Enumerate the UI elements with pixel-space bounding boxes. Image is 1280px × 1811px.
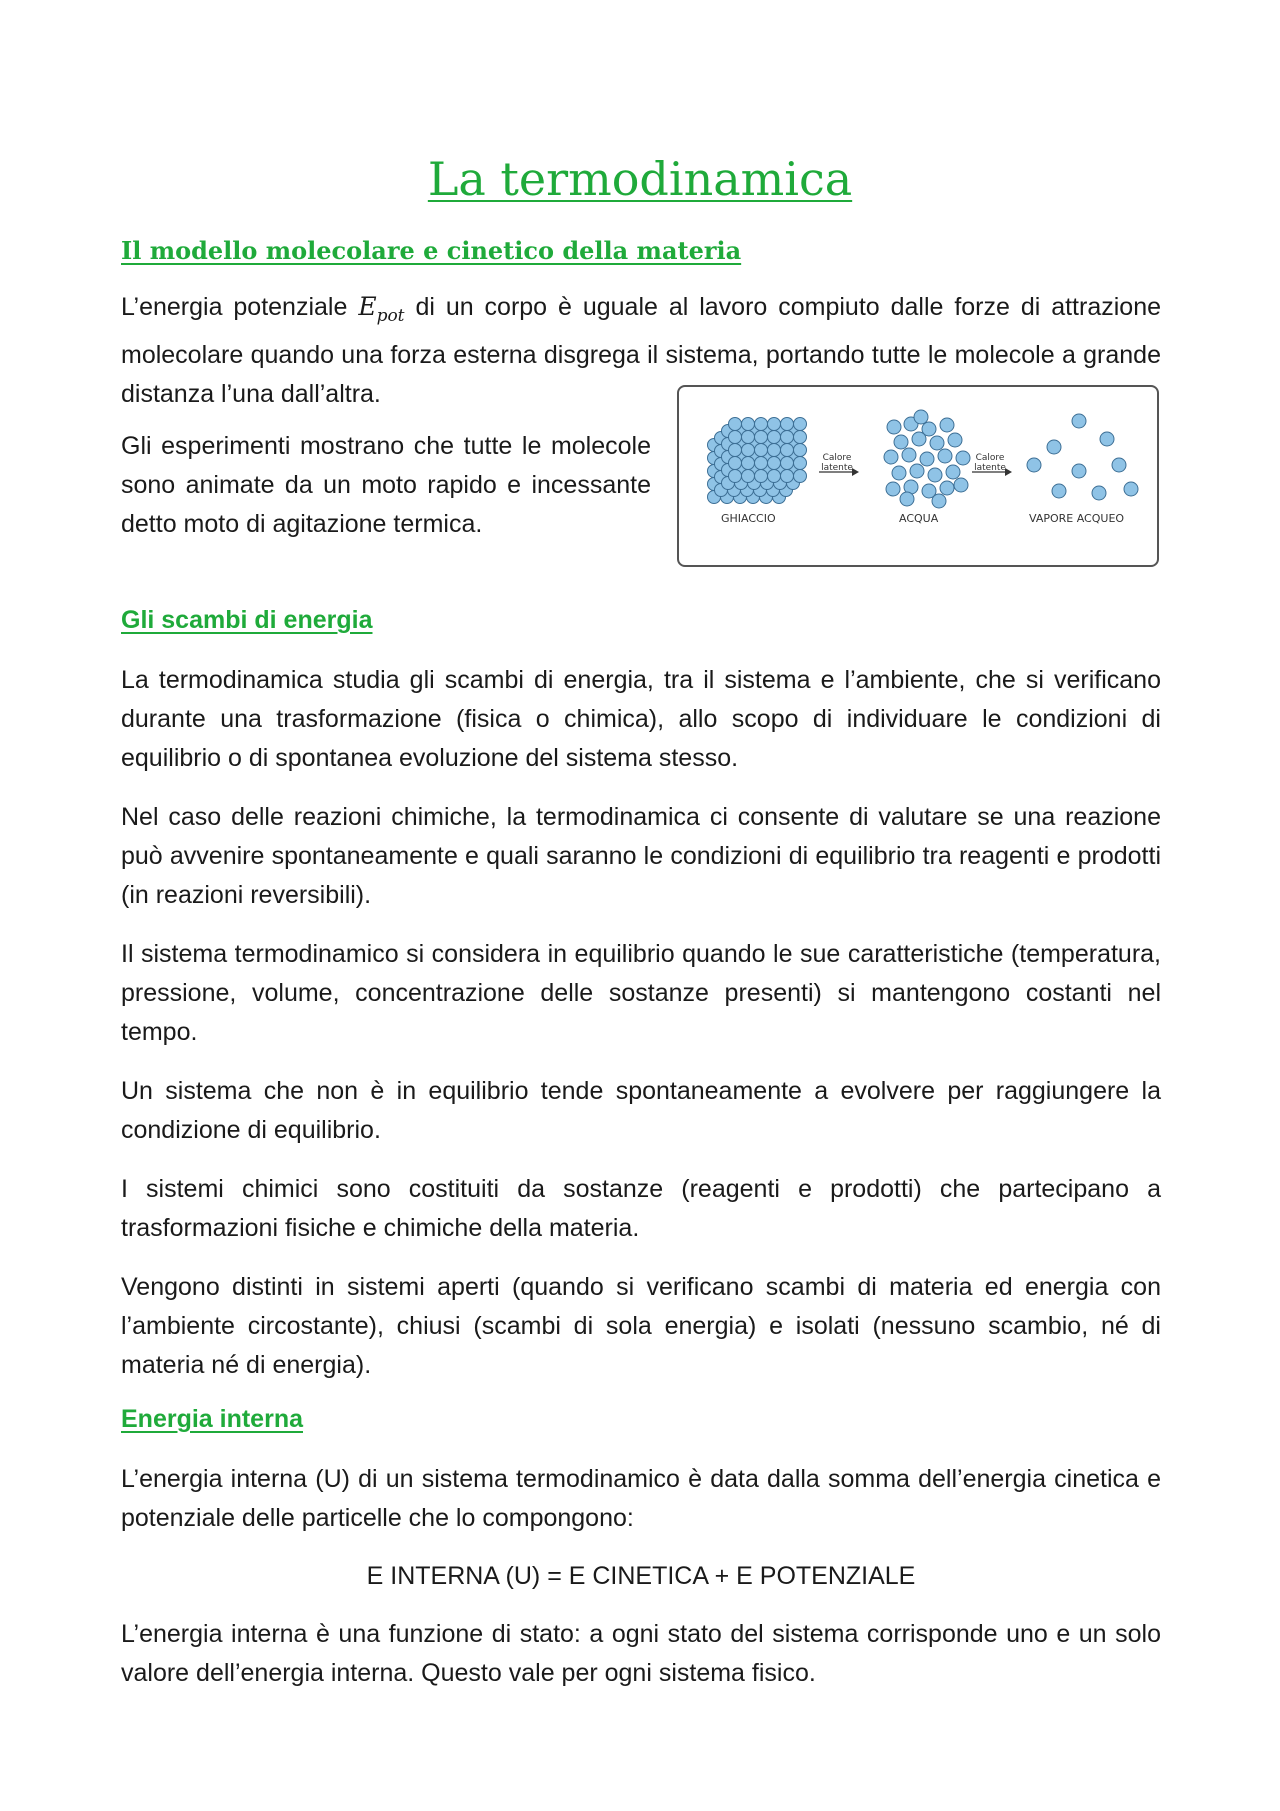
paragraph-equilibrium: Il sistema termodinamico si considera in equilibrio quando le sue caratteristiche (temperatura, pressione, volume, concentrazione delle sostanze presenti) si mantengono costanti nel tempo. (121, 940, 1161, 1046)
water-molecule (920, 452, 934, 466)
ice-molecule (729, 444, 742, 457)
ice-molecule (755, 470, 768, 483)
vapor-molecule (1072, 414, 1086, 428)
water-molecule (930, 436, 944, 450)
label-water: ACQUA (899, 512, 939, 525)
ice-molecule (742, 431, 755, 444)
ice-molecule (729, 431, 742, 444)
vapor-molecule (1092, 486, 1106, 500)
section-heading-energy-exchange: Gli scambi di energia (121, 606, 373, 634)
label-vapor: VAPORE ACQUEO (1029, 512, 1125, 525)
states-of-matter-figure (677, 385, 1159, 567)
arrow-label-2: Calore latente (974, 453, 1006, 473)
ice-molecule (781, 418, 794, 431)
ice-molecule (794, 457, 807, 470)
ice-molecule (755, 444, 768, 457)
water-molecule (892, 466, 906, 480)
paragraph-chemical-systems: I sistemi chimici sono costituiti da sostanze (reagenti e prodotti) che partecipano a trasformazioni fisiche e chimiche della materia. (121, 1175, 1161, 1242)
ice-molecule (755, 457, 768, 470)
ice-molecule (794, 418, 807, 431)
vapor-molecule (1052, 484, 1066, 498)
ice-molecule (768, 470, 781, 483)
ice-molecule (768, 418, 781, 431)
ice-molecule (794, 444, 807, 457)
water-molecule (928, 468, 942, 482)
water-molecule (912, 432, 926, 446)
water-molecule (940, 481, 954, 495)
paragraph-experiments: Gli esperimenti mostrano che tutte le molecole sono animate da un moto rapido e incessante detto moto di agitazione termica. (121, 432, 651, 538)
vapor-molecule (1072, 464, 1086, 478)
ice-molecule (768, 431, 781, 444)
ice-molecule (781, 470, 794, 483)
ice-molecule (755, 431, 768, 444)
water-molecule (900, 492, 914, 506)
water-molecule (932, 494, 946, 508)
ice-molecule (729, 418, 742, 431)
ice-molecule (729, 470, 742, 483)
water-molecule (887, 420, 901, 434)
paragraph-thermo-studies: La termodinamica studia gli scambi di energia, tra il sistema e l’ambiente, che si verificano durante una trasformazione (fisica o chimica), allo scopo di individuare le condizioni di equilibrio o di spontanea evoluzione del sistema stesso. (121, 666, 1161, 772)
ice-molecule (781, 457, 794, 470)
ice-molecule (742, 418, 755, 431)
water-molecule (886, 482, 900, 496)
vapor-molecule (1047, 440, 1061, 454)
ice-molecule (729, 457, 742, 470)
ice-molecule (781, 444, 794, 457)
ice-molecule (742, 457, 755, 470)
paragraph-text-start: L’energia potenziale (121, 293, 359, 321)
water-molecule (884, 450, 898, 464)
ice-molecule (781, 431, 794, 444)
water-molecule (902, 448, 916, 462)
vapor-molecule (1100, 432, 1114, 446)
epot-symbol: $E_{pot}$ (358, 292, 405, 326)
vapor-molecule (1027, 458, 1041, 472)
water-molecule (894, 435, 908, 449)
paragraph-system-types: Vengono distinti in sistemi aperti (quando si verificano scambi di materia ed energia con l’ambiente circostante), chiusi (scambi di sola energia) e isolati (nessuno scambio, né di materia né di energia). (121, 1273, 1161, 1379)
arrow-label-1: Calore latente (821, 453, 853, 473)
vapor-molecule (1124, 482, 1138, 496)
section-heading-internal-energy: Energia interna (121, 1405, 303, 1433)
formula-internal-energy: E INTERNA (U) = E CINETICA + E POTENZIALE (366, 1562, 916, 1590)
ice-molecule (794, 431, 807, 444)
ice-molecule (742, 470, 755, 483)
water-molecule (940, 418, 954, 432)
water-molecule (954, 478, 968, 492)
ice-molecule (768, 457, 781, 470)
ice-molecule (794, 470, 807, 483)
paragraph-internal-energy: L’energia interna (U) di un sistema termodinamico è data dalla somma dell’energia cinetica e potenziale delle particelle che lo compongono: (121, 1465, 1161, 1532)
section-heading-molecular-model: Il modello molecolare e cinetico della materia (121, 236, 742, 265)
ice-molecule (742, 444, 755, 457)
paragraph-evolution: Un sistema che non è in equilibrio tende spontaneamente a evolvere per raggiungere la condizione di equilibrio. (121, 1077, 1161, 1144)
water-molecule (946, 465, 960, 479)
page-title: La termodinamica (427, 152, 853, 206)
water-molecule (956, 451, 970, 465)
molecules-diagram (679, 387, 1157, 565)
paragraph-text-end: di un corpo è uguale al lavoro compiuto dalle forze di attrazione molecolare quando una forza esterna disgrega il sistema, portando tutte le molecole a grande distanza l’una dall’altra. (121, 293, 1161, 408)
water-molecule (948, 433, 962, 447)
water-molecule (938, 449, 952, 463)
paragraph-state-function: L’energia interna è una funzione di stato: a ogni stato del sistema corrisponde uno e un solo valore dell’energia interna. Questo vale per ogni sistema fisico. (121, 1620, 1161, 1687)
ice-molecule (755, 418, 768, 431)
water-molecule (914, 410, 928, 424)
ice-molecule (768, 444, 781, 457)
paragraph-chemical-reactions: Nel caso delle reazioni chimiche, la termodinamica ci consente di valutare se una reazione può avvenire spontaneamente e quali saranno le condizioni di equilibrio tra reagenti e prodotti (in reazioni reversibili). (121, 803, 1161, 909)
water-molecule (910, 464, 924, 478)
label-ice: GHIACCIO (721, 512, 776, 525)
vapor-molecule (1112, 458, 1126, 472)
